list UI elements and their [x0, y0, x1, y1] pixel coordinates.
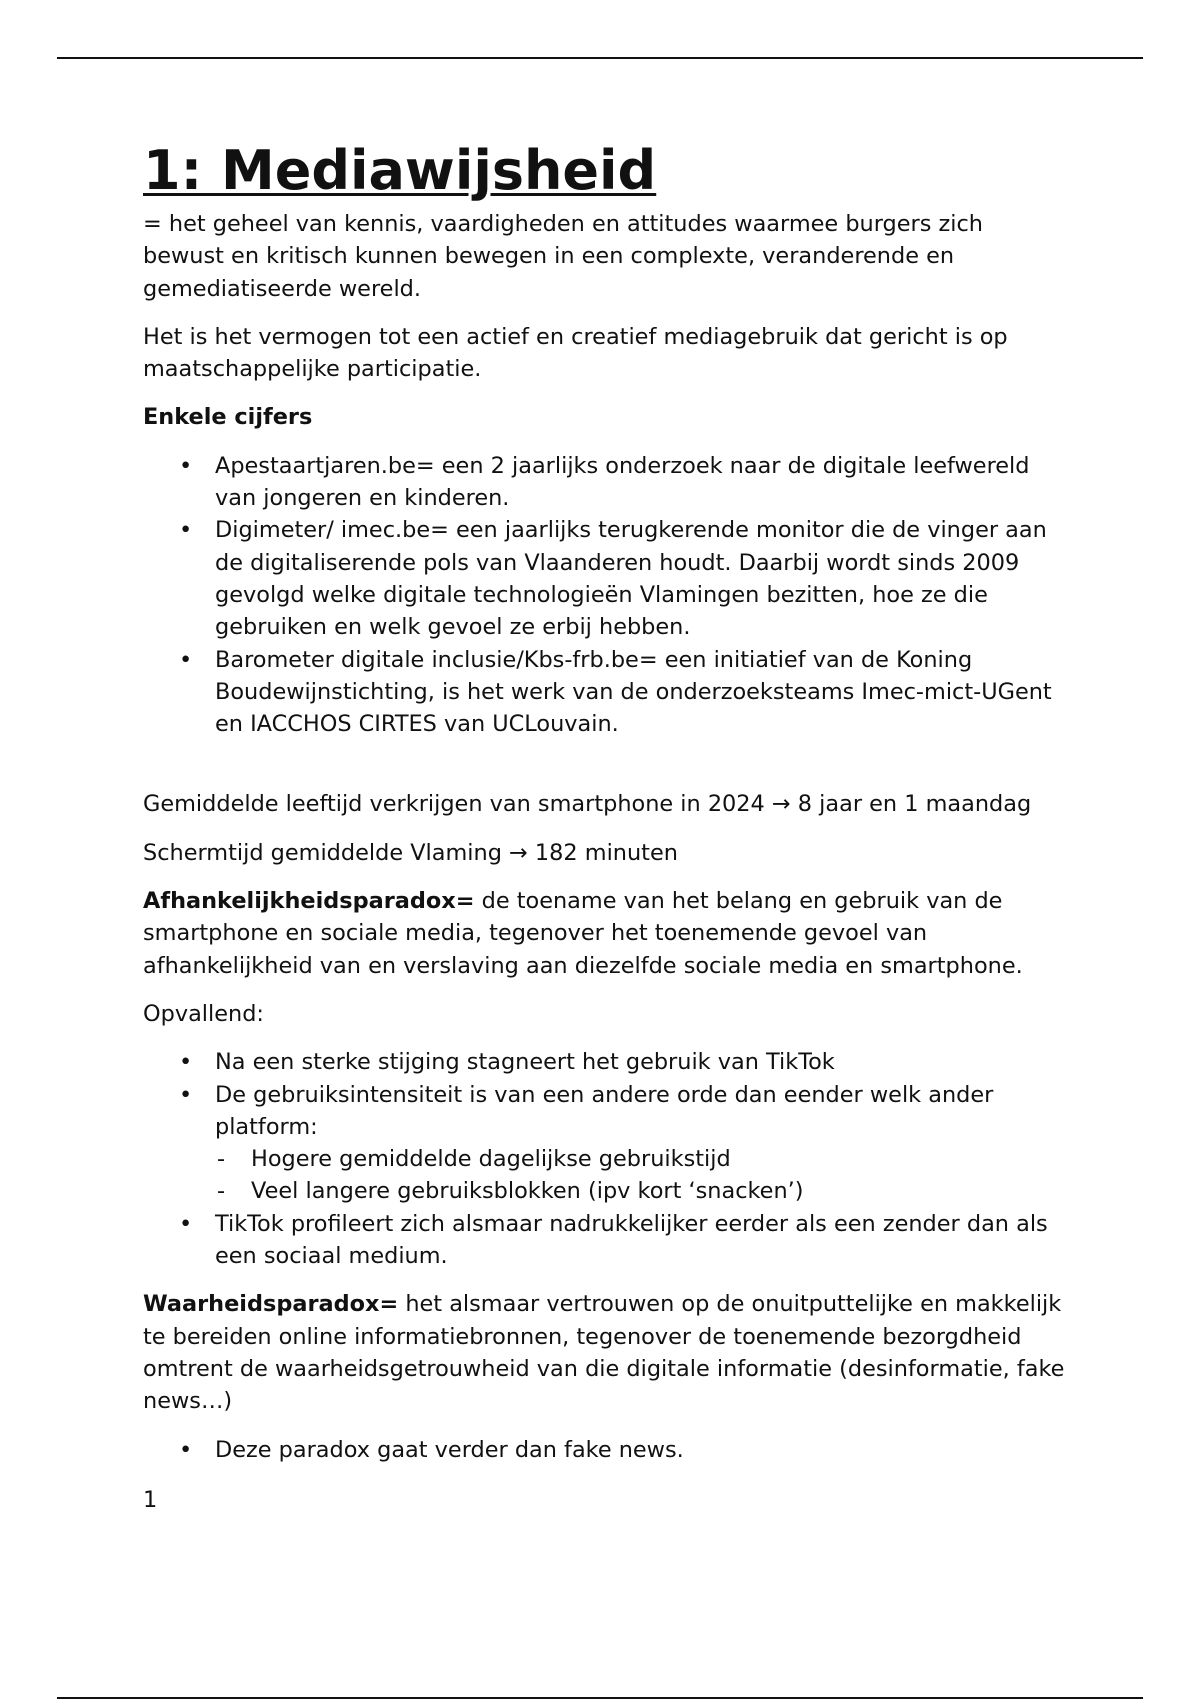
smartphone-age-paragraph: Gemiddelde leeftijd verkrijgen van smartphone in 2024 → 8 jaar en 1 maandag — [143, 791, 1032, 818]
truth-paradox-text: het alsmaar vertrouwen op de onuitputtelijke en makkelijk te bereiden online informatiebronnen, tegenover de toenemende bezorgdheid omtrent de waarheidsgetrouwheid van die digitale informatie (desinformatie, fake news…) — [143, 1291, 1065, 1415]
page-number: 1 — [143, 1486, 158, 1513]
list-item: • Digimeter/ imec.be= een jaarlijks terugkerende monitor die de vinger aan de digitaliserende pols van Vlaanderen houdt. Daarbij wordt sinds 2009 gevolgd welke digitale technologieën Vlamingen bezitten, hoe ze die gebruiken en welk gevoel ze erbij hebben. — [215, 514, 1068, 643]
page-title: 1: Mediawijsheid — [143, 139, 657, 202]
sources-list — [143, 450, 1068, 741]
truth-paradox-paragraph — [143, 1288, 1068, 1417]
notable-list — [143, 1046, 1068, 1272]
list-item: • TikTok profileert zich alsmaar nadrukkelijker eerder als een zender dan als een sociaal medium. — [215, 1208, 1068, 1273]
truth-paradox-list — [143, 1434, 1068, 1466]
truth-paradox-term: Waarheidsparadox= — [143, 1291, 399, 1318]
screen-time-paragraph: Schermtijd gemiddelde Vlaming → 182 minuten — [143, 839, 678, 866]
definition-paragraph: = het geheel van kennis, vaardigheden en attitudes waarmee burgers zich bewust en kritisch kunnen bewegen in een complexte, veranderende en gemediatiseerde wereld. — [143, 211, 983, 302]
sub-list — [215, 1143, 1068, 1208]
sub-list-item: - Hogere gemiddelde dagelijkse gebruikstijd — [251, 1143, 1068, 1175]
list-item: • Na een sterke stijging stagneert het gebruik van TikTok — [215, 1046, 1068, 1078]
document-body — [143, 140, 1068, 1516]
list-item: • Apestaartjaren.be= een 2 jaarlijks onderzoek naar de digitale leefwereld van jongeren en kinderen. — [215, 450, 1068, 515]
dependency-paradox-term: Afhankelijkheidsparadox= — [143, 888, 475, 915]
list-item: • Deze paradox gaat verder dan fake news. — [215, 1434, 1068, 1466]
spacer — [143, 756, 1068, 788]
list-item: • Barometer digitale inclusie/Kbs-frb.be= een initiatief van de Koning Boudewijnstichting, is het werk van de onderzoeksteams Imec-mict-UGent en IACCHOS CIRTES van UCLouvain. — [215, 644, 1068, 741]
dependency-paradox-paragraph — [143, 885, 1068, 982]
list-item-text: De gebruiksintensiteit is van een andere orde dan eender welk ander platform: — [215, 1081, 994, 1140]
figures-heading: Enkele cijfers — [143, 404, 313, 431]
sub-list-item: - Veel langere gebruiksblokken (ipv kort ‘snacken’) — [251, 1175, 1068, 1207]
bottom-divider — [57, 1697, 1143, 1699]
dependency-paradox-text: de toename van het belang en gebruik van de smartphone en sociale media, tegenover het toenemende gevoel van afhankelijkheid van en verslaving aan diezelfde sociale media en smartphone. — [143, 888, 1023, 979]
list-item — [215, 1079, 1068, 1208]
intro-paragraph: Het is het vermogen tot een actief en creatief mediagebruik dat gericht is op maatschappelijke participatie. — [143, 323, 1008, 383]
notable-label: Opvallend: — [143, 1000, 264, 1027]
top-divider — [57, 57, 1143, 59]
